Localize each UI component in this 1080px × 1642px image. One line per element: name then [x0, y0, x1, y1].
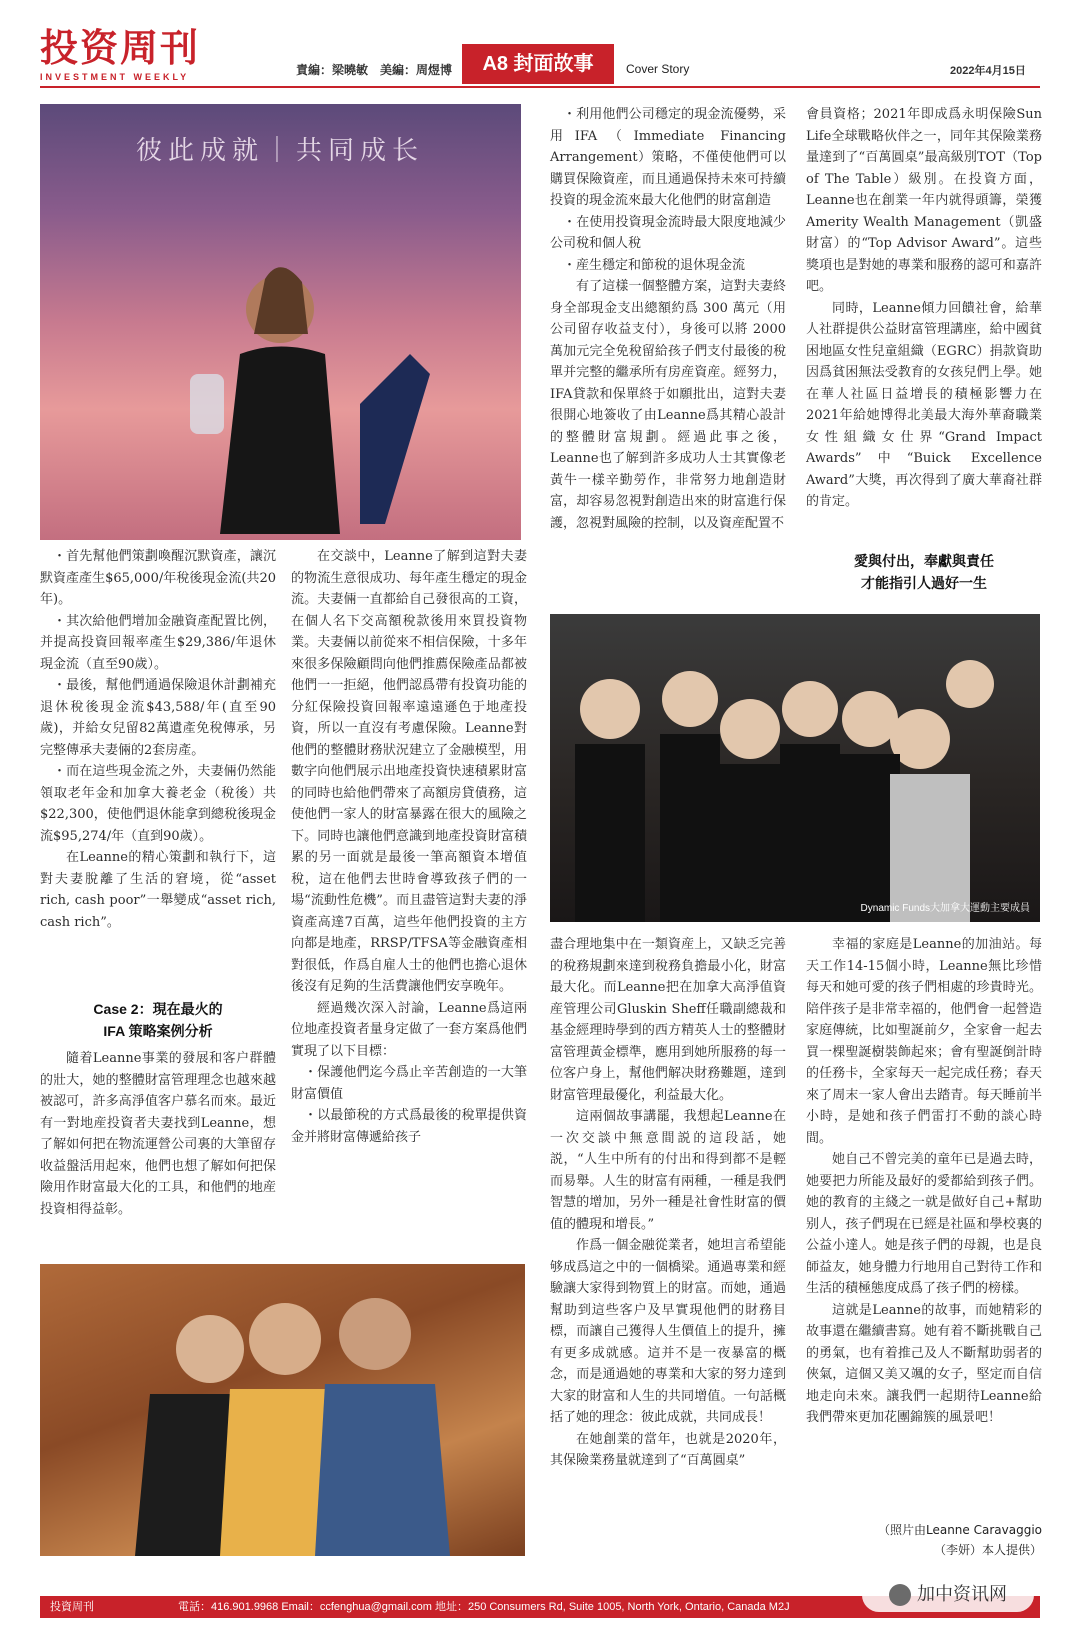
- section-label: A8 封面故事: [462, 44, 614, 84]
- paragraph: 作爲一個金融從業者，她坦言希望能够成爲這之中的一個橋梁。通過專業和經驗讓大家得到物質上的財富。而她，通過幫助到這些客户及早實現他們的財務目標，而讓自己獲得人生價值上的提升，擁有更多成就感。這并不是一夜暴富的概念，而是通過她的專業和大家的努力達到大家的財富和人生的共同增值。一句話概括了她的理念：彼此成就，共同成長！: [550, 1238, 786, 1425]
- column-3-bottom: [550, 934, 786, 1472]
- watermark: [862, 1578, 1034, 1612]
- paragraph: 隨着Leanne事業的發展和客户群體的壯大，她的整體財富管理理念也越來越被認可，許多高淨值客户慕名而來。最近有一對地産投資者夫妻找到Leanne，想了解如何把在物流運營公司裏的大筆留存收益盤活用起來，他們也想了解如何把保險用作財富最大化的工具，和他們的地産投資相得益彰。: [40, 1051, 276, 1217]
- paragraph: 這就是Leanne的故事，而她精彩的故事還在繼續書寫。她有着不斷挑戰自己的勇氣，也有着推己及人不斷幫助弱者的俠氣，這個又美又颯的女子，堅定而自信地走向未來。讓我們一起期待Leanne給我們帶來更加花團錦簇的風景吧！: [806, 1302, 1042, 1425]
- column-2: [291, 546, 527, 1148]
- paragraph: 幸福的家庭是Leanne的加油站。每天工作14-15個小時，Leanne無比珍惜每天和她可愛的孩子們相處的珍貴時光。陪伴孩子是非常幸福的，他們會一起營造家庭傳統，比如聖誕前夕，全家會一起去買一棵聖誕樹裝飾起來；會有聖誕倒計時的任務卡，全家每天一起完成任務；春天來了周末一家人會出去踏青。每天睡前半小時，是她和孩子們雷打不動的談心時間。: [806, 937, 1042, 1146]
- header-divider: [40, 86, 1040, 88]
- paragraph: 在她創業的當年，也就是2020年，其保險業務量就達到了“百萬圓桌”: [550, 1431, 786, 1468]
- paragraph: 在交談中，Leanne了解到這對夫妻的物流生意很成功、每年產生穩定的現金流。夫妻倆一直都給自己發很高的工資，在個人名下交高額稅款後用來買投資物業。夫妻倆以前從來不相信保險，十多年來很多保險顧問向他們推薦保險產品都被他們一一拒絕，他們認爲帶有投資功能的分紅保險投資回報率遠遠遜色于地產投資，所以一直沒有考慮保險。Leanne對他們的整體財務狀況建立了金融模型，用數字向他們展示出地產投資快速積累財富的同時也給他們帶來了高額房貸債務，這使他們一家人的財富暴露在很大的風險之下。同時也讓他們意識到地產投資財富積累的另一面就是最後一筆高額資本增值稅，這在他們去世時會導致孩子們的一場“流動性危機”。而且盡管這對夫妻的淨資產高達7百萬，這些年他們投資的主方向都是地產，RRSP/TFSA等金融資產相對很低，作爲自雇人士的他們也擔心退休後沒有足夠的生活費讓他們安享晚年。: [291, 549, 527, 994]
- watermark-text: 加中资讯网: [917, 1584, 1007, 1605]
- family-photo-figures: [40, 1264, 525, 1556]
- hero-photo-figure: [40, 104, 521, 540]
- paragraph: ・首先幫他們策劃喚醒沉默資產，讓沉默資產產生$65,000/年稅後現金流(共20年)。: [40, 549, 276, 607]
- hero-photo-banner: 彼此成就｜共同成长: [136, 136, 425, 166]
- footer-contact-info: 電話：416.901.9968 Email：ccfenghua@gmail.com 地址：250 Consumers Rd, Suite 1005, North York, Ontario, Canada M2J: [178, 1601, 790, 1613]
- case2-subheading-line2: IFA 策略案例分析: [103, 1023, 213, 1039]
- paragraph: ・産生穩定和節稅的退休現金流: [563, 257, 746, 273]
- love-subheading-line2: 才能指引人過好一生: [861, 575, 987, 591]
- column-4-bottom: [806, 934, 1042, 1429]
- paragraph: 有了這樣一個整體方案，這對夫妻終身全部現金支出總額約爲 300 萬元（用公司留存收益支付），身後可以將 2000 萬加元完全免稅留給孩子們支付最後的稅單并完整的繼承所有房産資産。經努力，IFA貸款和保單終于如願批出，這對夫妻很開心地簽收了由Leanne爲其精心設計的整體財富規劃。經過此事之後，Leanne也了解到許多成功人士其實像老黃牛一樣辛勤勞作，非常努力地創造財富，却容易忽視對創造出來的財富進行保護，忽視對風險的控制，以及資産配置不: [550, 279, 786, 531]
- photo-credit-line2: （李妍）本人提供）: [933, 1543, 1042, 1557]
- love-subheading-line1: 愛與付出，奉獻與責任: [854, 553, 994, 569]
- footer-publication-name: 投資周刊: [50, 1601, 94, 1613]
- hero-photo: [40, 104, 521, 540]
- issue-date: 2022年4月15日: [950, 65, 1026, 77]
- family-photo: [40, 1264, 525, 1556]
- section-label-english: Cover Story: [626, 62, 690, 76]
- paragraph: ・利用他們公司穩定的現金流優勢，采用IFA（Immediate Financing Arrangement）策略，不僅使他們可以購買保險資産，而且通過保持未來可持續投資的現金流來最大化他們的財富創造: [550, 107, 786, 208]
- editor-credits: 責編：梁曉敏 美編：周煜博: [296, 63, 453, 77]
- group-photo: [550, 614, 1040, 922]
- group-photo-caption: Dynamic Funds大加拿大運動主要成員: [860, 903, 1030, 914]
- wechat-icon: [889, 1584, 911, 1606]
- paragraph: 盡合理地集中在一類資産上，又缺乏完善的稅務規劃來達到稅務負擔最小化，財富最大化。而Leanne把在加拿大高淨值資産管理公司Gluskin Sheff任職副總裁和基金經理時學到的西方精英人士的整體財富管理黃金標準，應用到她所服務的每一位客户身上，幫他們解决財務難題，達到財富管理最優化，利益最大化。: [550, 937, 786, 1103]
- photo-credit-line1: （照片由Leanne Caravaggio: [877, 1523, 1042, 1537]
- paragraph: ・在使用投資現金流時最大限度地減少公司稅和個人稅: [550, 214, 786, 251]
- paragraph: ・其次給他們增加金融資產配置比例，并提高投資回報率產生$29,386/年退休現金流（直至90歲）。: [40, 613, 276, 672]
- column-1-bottom: [40, 1048, 276, 1220]
- paragraph: 這兩個故事講罷，我想起Leanne在一次交談中無意間説的這段話，她説，“人生中所有的付出和得到都不是輕而易舉。人生的財富有兩種，一種是我們智慧的增加，另外一種是社會性財富的價值的體現和增長。”: [550, 1109, 786, 1232]
- paragraph: ・以最節稅的方式爲最後的稅單提供資金并將財富傳遞給孩子: [291, 1108, 527, 1145]
- paragraph: 在Leanne的精心策劃和執行下，這對夫妻脫離了生活的窘境，從“asset rich, cash poor”一舉變成“asset rich, cash rich”。: [40, 850, 276, 930]
- group-photo-figures: [550, 614, 1040, 922]
- love-subheading: [806, 550, 1042, 594]
- column-3-top: [550, 104, 786, 534]
- paragraph: ・而在這些現金流之外，夫妻倆仍然能領取老年金和加拿大養老金（稅後）共$22,300，使他們退休能拿到總稅後現金流$95,274/年（直到90歲）。: [40, 764, 276, 844]
- masthead-subtitle: INVESTMENT WEEKLY: [40, 72, 190, 82]
- paragraph: 會員資格；2021年即成爲永明保險Sun Life全球戰略伙伴之一，同年其保險業務量達到了“百萬圓桌”最高級別TOT（Top of The Table）級別。在投資方面，Leanne也在創業一年内就得頭籌，榮獲Amerity Wealth Management（凱盛財富）的“Top Advisor Award”。這些獎項也是對她的專業和服務的認可和嘉許吧。: [806, 107, 1042, 294]
- paragraph: 她自己不曾完美的童年已是過去時，她要把力所能及最好的愛都給到孩子們。她的教育的主綫之一就是做好自己+幫助别人，孩子們現在已經是社區和學校裏的公益小達人。她是孩子們的母親，也是良師益友，她身體力行地用自己對待工作和生活的積極態度成爲了孩子們的榜樣。: [806, 1152, 1042, 1296]
- paragraph: ・保護他們迄今爲止辛苦創造的一大筆財富價值: [291, 1065, 527, 1102]
- photo-credit: [806, 1520, 1042, 1560]
- paragraph: 經過幾次深入討論，Leanne爲這兩位地產投資者量身定做了一套方案爲他們實現了以下目標：: [291, 1000, 527, 1059]
- masthead-logo: 投资周刊: [40, 25, 201, 70]
- case2-subheading: [40, 998, 276, 1042]
- paragraph: 同時，Leanne傾力回饋社會，給華人社群提供公益財富管理講座，給中國貧困地區女性兒童組織（EGRC）捐款資助因爲貧困無法受教育的女孩兒們上學。她在華人社區日益增長的積極影響力在2021年給她博得北美最大海外華裔職業女性組織女仕界“Grand Impact Awards”中“Buick Excellence Award”大獎，再次得到了廣大華裔社群的肯定。: [806, 300, 1042, 509]
- column-4-top: [806, 104, 1042, 513]
- case2-subheading-line1: Case 2：現在最火的: [93, 1001, 223, 1017]
- paragraph: ・最後，幫他們通過保險退休計劃補充退休稅後現金流$43,588/年(直至90歲)，并給女兒留82萬遺產免稅傳承，另完整傳承夫妻倆的2套房產。: [40, 678, 276, 758]
- column-1-top: [40, 546, 276, 933]
